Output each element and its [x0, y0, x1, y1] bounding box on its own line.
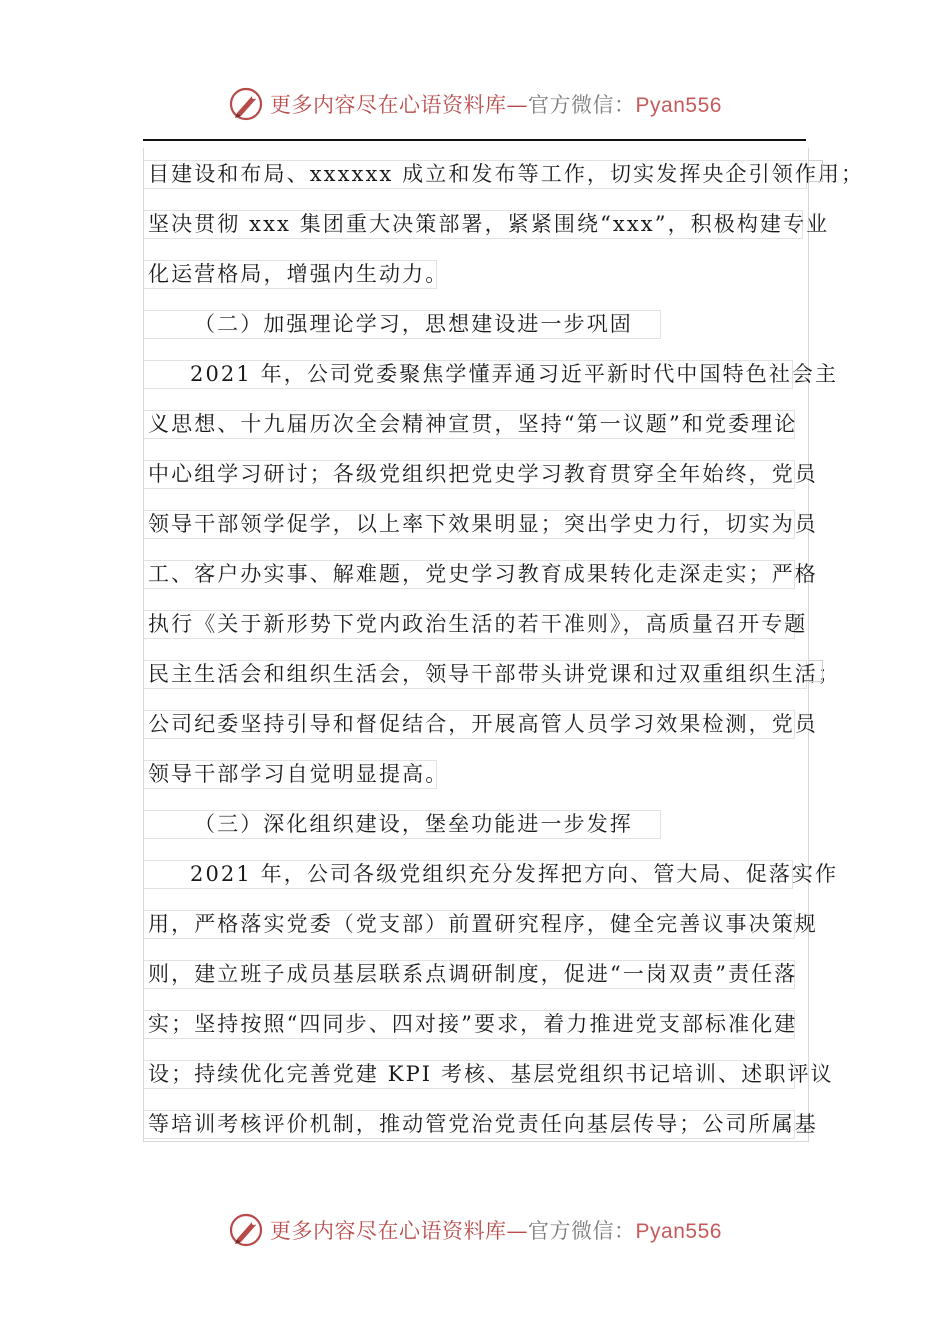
section-heading: （二）加强理论学习，思想建设进一步巩固 — [144, 310, 661, 339]
text-line: 用，严格落实党委（党支部）前置研究程序，健全完善议事决策规 — [144, 910, 795, 939]
text-line: 民主生活会和组织生活会，领导干部带头讲党课和过双重组织生活； — [144, 660, 807, 689]
footer-banner — [0, 1208, 950, 1252]
section-heading: （三）深化组织建设，堡垒功能进一步发挥 — [144, 810, 661, 839]
text-line: 领导干部学习自觉明显提高。 — [144, 760, 437, 789]
text-line: 等培训考核评价机制，推动管党治党责任向基层传导；公司所属基 — [144, 1110, 795, 1139]
text-line: 公司纪委坚持引导和督促结合，开展高管人员学习效果检测，党员 — [144, 710, 795, 739]
text-line: 则，建立班子成员基层联系点调研制度，促进“一岗双责”责任落 — [144, 960, 795, 989]
text-line: 中心组学习研讨；各级党组织把党史学习教育贯穿全年始终，党员 — [144, 460, 795, 489]
text-line: 目建设和布局、xxxxxx 成立和发布等工作，切实发挥央企引领作用； — [144, 160, 807, 189]
header-rule — [143, 139, 806, 141]
text-line: 设；持续优化完善党建 KPI 考核、基层党组织书记培训、述职评议 — [144, 1060, 795, 1089]
banner-text — [270, 1215, 722, 1245]
pen-logo-icon — [228, 1212, 264, 1248]
banner-text — [270, 89, 722, 119]
text-line: 化运营格局，增强内生动力。 — [144, 260, 437, 289]
wechat-label: 官方微信： — [528, 1219, 636, 1243]
document-body — [143, 148, 865, 1142]
line-overflow-mark — [808, 660, 823, 682]
text-line: 2021 年，公司各级党组织充分发挥把方向、管大局、促落实作 — [144, 860, 793, 889]
wechat-label: 官方微信： — [528, 93, 636, 117]
banner-title: 更多内容尽在心语资料库— — [270, 1219, 529, 1243]
wechat-id: Pyan556 — [635, 1220, 722, 1243]
wechat-id: Pyan556 — [635, 94, 722, 117]
text-line: 2021 年，公司党委聚焦学懂弄通习近平新时代中国特色社会主 — [144, 360, 793, 389]
header-banner — [0, 82, 950, 126]
pen-logo-icon — [228, 86, 264, 122]
text-line: 义思想、十九届历次全会精神宣贯，坚持“第一议题”和党委理论 — [144, 410, 795, 439]
text-line: 领导干部领学促学，以上率下效果明显；突出学史力行，切实为员 — [144, 510, 795, 539]
text-line: 工、客户办实事、解难题，党史学习教育成果转化走深走实；严格 — [144, 560, 795, 589]
banner-title: 更多内容尽在心语资料库— — [270, 93, 529, 117]
text-line: 坚决贯彻 xxx 集团重大决策部署，紧紧围绕“xxx”，积极构建专业 — [144, 210, 803, 239]
text-line: 实；坚持按照“四同步、四对接”要求，着力推进党支部标准化建 — [144, 1010, 795, 1039]
line-overflow-mark — [808, 160, 823, 182]
text-line: 执行《关于新形势下党内政治生活的若干准则》，高质量召开专题 — [144, 610, 795, 639]
